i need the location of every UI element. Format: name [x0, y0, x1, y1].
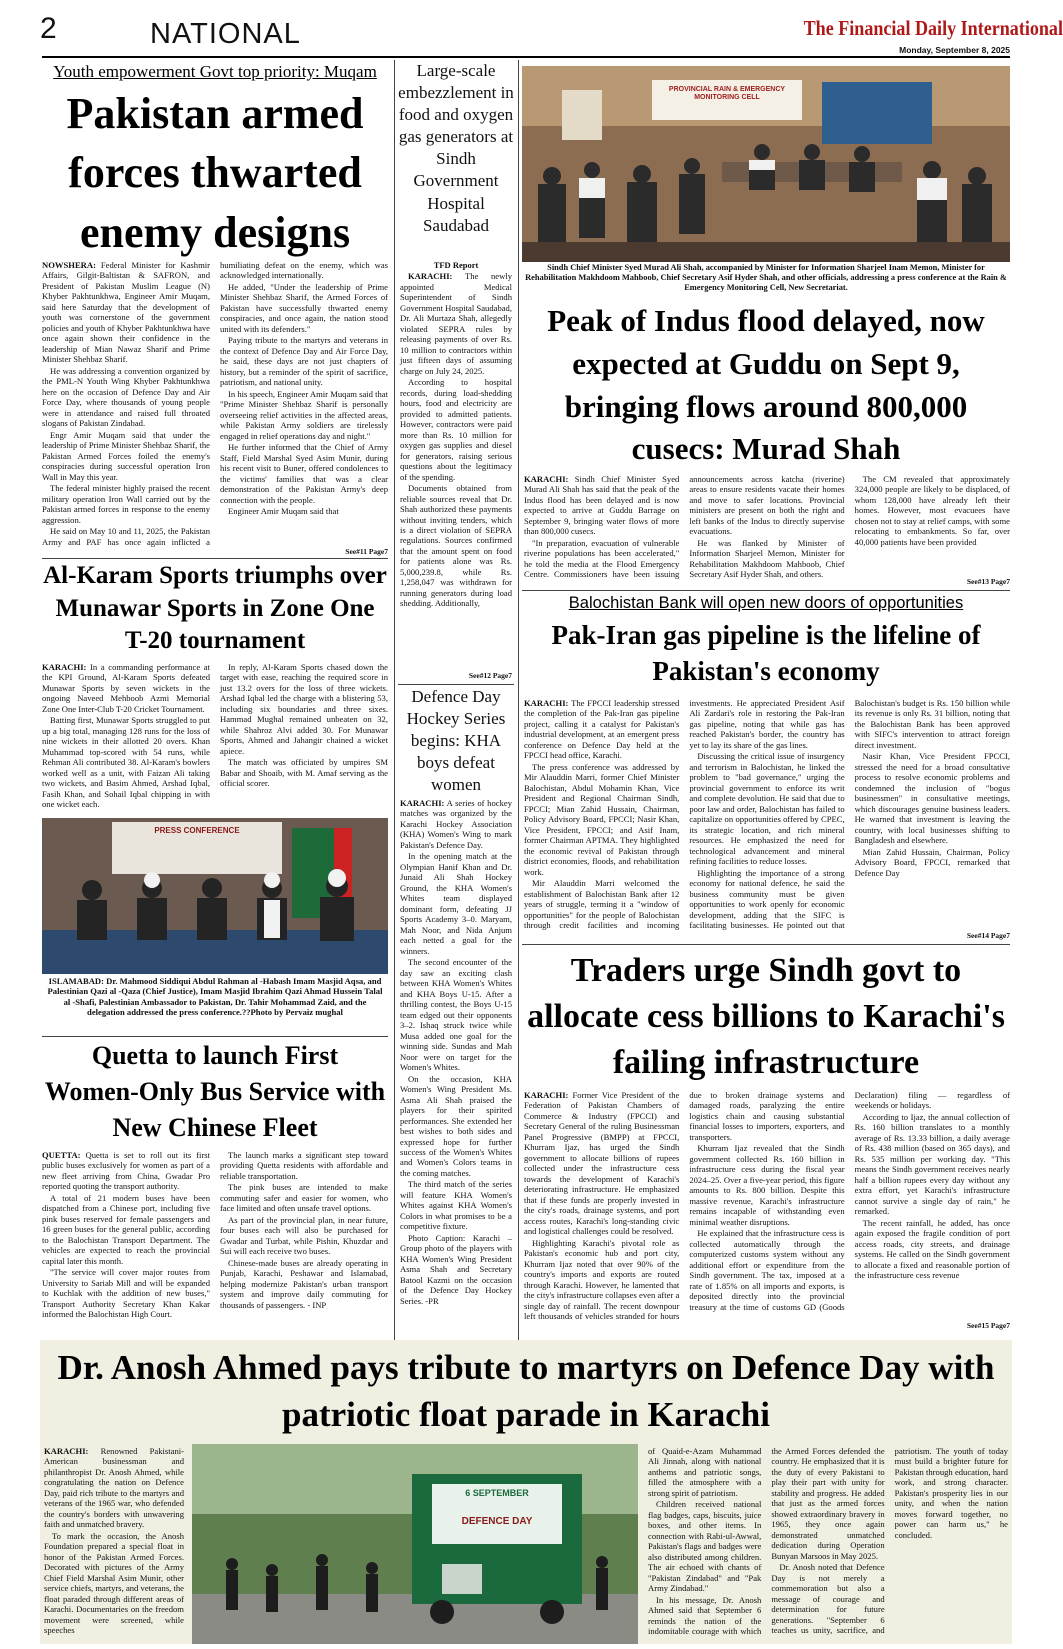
quetta-body: QUETTA: Quetta is set to roll out its first public buses exclusively for women as part of a new fleet arriving from China, Gwadar Pro reported quoting the transport authority. A total of 21 modern buses have been dispatched from a Chinese port, including five pink buses reserved for female passengers and 16 green buses for the general public, according to the Balochistan Transport Department. The vehicles are expected to reach the provincial capital later this month. "The service will cover major routes from University to Sariab Mill and will be expanded to Kuchlak with the addition of new buses," Transport Authority Secretary Khan Kakar informed the Balochistan High Court. The launch marks a significant step toward providing Quetta residents with affordable and reliable transportation. The pink buses are intended to make commuting safer and easier for women, who face limited and often unsafe travel options. As part of the provincial plan, in near future, four buses each will also be purchased for Gwadar and Turbat, while Pishin, Khuzdar and Sui will each receive two buses. Chinese-made buses are already operating in Punjab, Karachi, Peshawar and Islamabad, helping modernize Pakistan's urban transport system and improve daily commuting for thousands of passengers. - INP [42, 1150, 388, 1320]
press-conference-photo [42, 818, 388, 974]
indus-headline: Peak of Indus flood delayed, now expected at Guddu on Sept 9, bringing flows around 800,000 cusecs: Murad Shah [547, 303, 985, 467]
monitoring-cell-photo [522, 66, 1010, 262]
traders-headline: Traders urge Sindh govt to allocate cess billions to Karachi's failing infrastructure [527, 952, 1005, 1082]
balochistan-headline: Pak-Iran gas pipeline is the lifeline of Pakistan's economy [551, 620, 981, 686]
hospital-byline: TFD Report [433, 260, 479, 270]
balochistan-see-more[interactable]: See#14 Page7 [963, 931, 1010, 940]
quetta-headline: Quetta to launch First Women-Only Bus Service with New Chinese Fleet [44, 1041, 386, 1142]
indus-see-more[interactable]: See#13 Page7 [963, 577, 1010, 586]
alkaram-headline: Al-Karam Sports triumphs over Munawar Sports in Zone One T-20 tournament [43, 562, 387, 654]
armed-kicker: Youth empowerment Govt top priority: Muqam [53, 62, 377, 81]
traders-body: KARACHI: Former Vice President of the Federation of Pakistan Chambers of Commerce & Industry (FPCCI) and Secretary General of the ruling Businessman Panel Progressive (BMPP) at FPCCI, Khurram Ijaz, has urged the Sindh government to allocate billions of rupees collected under the infrastructure cess towards the development of Karachi's deteriorating infrastructure. He emphasized that if these funds are properly invested in the city's roads, drainage systems, and port access routes, Karachi's long-standing civic and logistical challenges could be resolved. Highlighting Karachi's pivotal role as Pakistan's economic hub and port city, Khurram Ijaz noted that over 90% of the country's imports and exports are routed through Karachi. However, he lamented that the city's infrastructure collapses even after a single day of rainfall. The recent downpour left thousands of vehicles stranded for hours due to broken drainage systems and damaged roads, paralyzing the entire logistics chain and causing substantial financial losses to importers, exporters, and transporters. Khurram Ijaz revealed that the Sindh government collected Rs. 160 billion in infrastructure cess during the fiscal year 2024–25. Over a five-year period, this figure amounts to Rs. 800 billion. Despite this massive revenue, Karachi's infrastructure remains incapable of withstanding even minimal weather disruptions. He explained that the infrastructure cess is collected automatically through the computerized customs system without any additional effort or expenditure from the Sindh government. The tax, imposed at a rate of 1.85% on all imports and exports, is deposited directly into the provincial treasury at the time of customs GD (Goods Declaration) filing — regardless of weekends or holidays. According to Ijaz, the annual collection of Rs. 160 billion translates to a monthly average of Rs. 13.33 billion, a daily average of Rs. 438 million (based on 365 days), and Rs. 535 million per working day. "This means the Sindh government receives nearly half a billion rupees every day without any extra effort, yet Karachi's infrastructure cannot survive a single day of rain," he remarked. The recent rainfall, he added, has once again exposed the fragile condition of port access roads, city streets, and drainage systems. He called on the Sindh government to allocate a fixed and reasonable portion of the infrastructure cess revenue See#15 Page7 [524, 1090, 1010, 1330]
anosh-body-left: KARACHI: Renowned Pakistani-American businessman and philanthropist Dr. Anosh Ahmed, while congratulating the nation on Defence Day, paid rich tribute to the martyrs and veterans of the 1965 war, who defended the country's borders with unwavering faith and unmatched bravery. To mark the occasion, the Anosh Foundation prepared a special float in honor of the Pakistan Armed Forces. Decorated with pictures of the Army Chief Field Marshal Asim Munir, other service chiefs, martyrs, and veterans, the float paraded through different areas of Karachi. Documentaries on the freedom movement were screened, while speeches [44, 1446, 184, 1636]
armed-body: NOWSHERA: Federal Minister for Kashmir Affairs, Gilgit-Baltistan & SAFRON, and President of Pakistan Muslim League (N) Khyber Pakhtunkhwa, Engineer Amir Muqam, said here Saturday that the development of youth was cornerstone of the government policies and youth of Khyber Pakhtunkhwa have once again shown their confidence in the leadership of Mian Nawaz Sharif and Prime Minister Shehbaz Sharif. He was addressing a convention organized by the PML-N Youth Wing Khyber Pakhtunkhwa here on the occasion of Defence Day and Air Force Day, where thousands of young people were in attendance and raised full throated slogans of Pakistan Zindabad. Engr Amir Muqam said that under the leadership of Prime Minister Shehbaz Sharif, the Pakistan Armed Forces foiled the enemy's conspiracies during successful operation Iron Wall in May this year. The federal minister highly praised the recent military operation Iron Wall carried out by the Pakistan armed forces in response to the enemy aggression. He said on May 10 and 11, 2025, the Pakistan Army and PAF has once again inflicted a humiliating defeat on the enemy, which was acknowledged internationally. He added, "Under the leadership of Prime Minister Shehbaz Sharif, the Armed Forces of Pakistan have successfully thwarted enemy conspiracies, and once again, the nation stood united with its defenders." Paying tribute to the martyrs and veterans in the context of Defence Day and Air Force Day, he said, these days are not just chapters of history, but a reminder of the spirit of sacrifice, patriotism, and national unity. In his speech, Engineer Amir Muqam said that "Prime Minister Shehbaz Sharif is personally overseeing relief activities in the affected areas, while Pakistan Army soldiers are tirelessly engaged in relief operations day and night." He further informed that the Chief of Army Staff, Field Marshal Syed Asim Munir, during his recent visit to Buner, offered condolences to the victims' families that was a clear demonstration of the Pakistan Army's deep connection with the people. Engineer Amir Muqam said that See#11 Page7 [42, 260, 388, 556]
rule-indus [522, 590, 1010, 591]
float-parade-illustration [192, 1444, 638, 1644]
rule-caption-mid [42, 1036, 388, 1037]
float-banner: 6 SEPTEMBER [465, 1488, 529, 1498]
press-conference-banner: PRESS CONFERENCE [154, 826, 240, 835]
rule-balochistan [522, 944, 1010, 945]
masthead-rule [42, 56, 1010, 58]
rule-col1 [394, 60, 395, 1342]
traders-see-more[interactable]: See#15 Page7 [963, 1321, 1010, 1330]
monitoring-cell-banner: PROVINCIAL RAIN & EMERGENCY MONITORING CELL [668, 86, 786, 102]
rule-hospital [398, 684, 514, 685]
issue-date: Monday, September 8, 2025 [899, 45, 1010, 55]
hockey-headline: Defence Day Hockey Series begins: KHA boys defeat women [406, 687, 506, 795]
rule-col2 [518, 60, 519, 1342]
balochistan-body: KARACHI: The FPCCI leadership stressed the completion of the Pak-Iran gas pipeline project, calling it a catalyst for Pakistan's industrial development, at an emergent press conference on Defence Day held at the FPCCI head office, Karachi. The press conference was addressed by Mir Alauddin Marri, former Chief Minister Balochistan, Abdul Mohamin Khan, Vice President and Regional Chairman Sindh, FPCCI; Mian Zahid Hussain, Chairman, Policy Advisory Board, FPCCI; Nasir Khan, Vice President, FPCCI; and Asif Inam, former Chairman APTMA. They highlighted the economic revival of Pakistan through district economies, floods, and rehabilitation work. Mir Alauddin Marri welcomed the establishment of Balochistan Bank after 12 years of struggle, terming it a "window of opportunities" for the people of Balochistan through credit facilities and incoming investments. He appreciated President Asif Ali Zardari's role in restoring the Pak-Iran gas pipeline, noting that while gas has reached Pakistan's border, the country has yet to lay its share of the gas lines. Discussing the critical issue of insurgency and terrorism in Balochistan, he linked the problem to "bad governance," urging the provincial government to enforce its writ and complete devolution. He said that due to poor law and order, Balochistan has failed to capitalize on opportunities offered by CPEC, its strategic location, and rich mineral resources. He emphasized the need for technological advancement and mineral refining facilities to reduce losses. Highlighting the importance of a strong economy for national defence, he said the business community must be given opportunities to work openly for economic development, adding that the SIFC is facilitating businesses. He pointed out that Balochistan's budget is Rs. 150 billion while its revenue is only Rs. 31 billion, noting that the Balochistan Bank has been approved with SIFC's intervention to attract foreign direct investment. Nasir Khan, Vice President FPCCI, stressed the need for a broad consultative process to resolve economic problems and condemned the inclusion of "bogus businessmen" in consultative meetings, which discourages genuine business leaders. He warned that investment is leaving the country, with local businesses shifting to Bangladesh and elsewhere. Mian Zahid Hussain, Chairman, Policy Advisory Board, FPCCI, remarked that Defence Day See#14 Page7 [524, 698, 1010, 940]
anosh-headline: Dr. Anosh Ahmed pays tribute to martyrs on Defence Day with patriotic float parade in Karachi [57, 1348, 995, 1435]
hockey-body: KARACHI: A series of hockey matches was organized by the Karachi Hockey Association (KHA) Women's Wing to mark Pakistan's Defence Day. In the opening match at the Olympian Hanif Khan and Dr. Junaid Ali Shah Hockey Ground, the KHA Women's Whites team displayed dominant form, defeating JJ Sports Academy 3–0. Maryam, Mah Noor, and Nida Anjum each netted a goal for the winners. The second encounter of the day saw an exciting clash between KHA Women's Whites and KHA Boys U-15. After a thrilling contest, the Boys U-15 team edged out their opponents 3–2. Ishaq struck twice while Musa added one goal for the winning side. Sundas and Mah Noor were on target for the Women's Whites. On the occasion, KHA Women's Wing President Ms. Asma Ali Shah praised the players for their spirited performances. She extended her best wishes to both sides and expressed hope for further success of the Women's Whites and Women's Colors teams in the coming matches. The third match of the series will feature KHA Women's Whites against KHA Women's Colors in what promises to be a competitive fixture. Photo Caption: Karachi – Group photo of the players with KHA Women's Wing President Asma Shah and Secretary Batool Kazmi on the occasion of the Defence Day Hockey Series. -PR [400, 798, 512, 1306]
anosh-story-box [40, 1340, 1012, 1644]
armed-see-more[interactable]: See#11 Page7 [341, 547, 388, 556]
hospital-see-more[interactable]: See#12 Page7 [465, 671, 512, 680]
float-sub-banner: DEFENCE DAY [461, 1516, 533, 1527]
alkaram-body: KARACHI: In a commanding performance at the KPI Ground, Al-Karam Sports defeated Munawar Sports by seven wickets in the ongoing Naveed Mehboob Azmi Memorial Zone One Inter-Club T-20 Cricket Tournament. Batting first, Munawar Sports struggled to put up a big total, managing 128 runs for the loss of nine wickets in their allotted 20 overs. Khan Muhammad top-scored with 54 runs, while Rehman Ali contributed 38. Al-Karam's bowlers worked well as a unit, with Faizan Ali taking two wickets, and Basim Ahmed, Arshad Iqbal, Fasih Khan, and Sohail Iqbal chipping in with one wicket each. In reply, Al-Karam Sports chased down the target with ease, reaching the required score in just 13.2 overs for the loss of three wickets. Arshad Iqbal led the charge with a blistering 53, including six boundaries and three sixes. Hammad Mughal remained unbeaten on 32, while Shahroz Alvi added 30. For Munawar Sports, Ahmed and Jahangir chained a wicket apiece. The match was officiated by umpires SM Babar and Shoaib, with M. Amaf serving as the official scorer. [42, 662, 388, 810]
indus-body: KARACHI: Sindh Chief Minister Syed Murad Ali Shah has said that the peak of the Indus flood has been delayed and is now expected to arrive at Guddu Barrage on September 9, bringing water flows of more than 800,000 cusecs. "In preparation, evacuation of vulnerable riverine populations has been accelerated," he told the media at the Flood Emergency Centre. Commissioners have been issuing announcements across katcha (riverine) areas to ensure residents vacate their homes and move to safer locations. Provincial ministers are present on both the right and left banks of the Indus to directly supervise evacuations. He was flanked by Minister of Information Sharjeel Memon, Minister for Rehabilitation Makhdoom Mahboob, Chief Secretary Asif Hyder Shah, and others. The CM revealed that approximately 324,000 people are likely to be displaced, of whom 128,000 have already left their homes. However, most evacuees have chosen not to stay at relief camps, with some relocating to embankments. So far, over 40,000 patients have been provided See#13 Page7 [524, 474, 1010, 586]
armed-headline: Pakistan armed forces thwarted enemy designs [66, 89, 364, 257]
masthead [0, 0, 1063, 60]
paper-name: The Financial Daily International [803, 16, 1063, 40]
hospital-headline: Large-scale embezzlement in food and oxygen gas generators at Sindh Government Hospital Saudabad [398, 61, 514, 235]
section-title: NATIONAL [150, 18, 301, 50]
hospital-body: TFD Report KARACHI: The newly appointed Medical Superintendent of Sindh Government Hospital Saudabad, Dr. Ali Murtaza Shah, allegedly violated SEPRA rules by releasing payments of over Rs. 10 million to contractors within just fifteen days of assuming charge on July 24, 2025. According to hospital records, during load-shedding hours, food and electricity are provided to admitted patients. However, contractors were paid more than Rs. 10 million for oxygen gas supplies and diesel for generators, raising serious questions about the legitimacy of the spending. Documents obtained from reliable sources reveal that Dr. Shah authorized these payments without inviting tenders, which is a direct violation of SEPRA regulations. Sources confirmed that the amount spent on food for patients alone was Rs. 5,000,239.8, while Rs. 1,258,047 was withdrawn for running generators during load shedding. Additionally, See#12 Page7 [400, 260, 513, 680]
press-conference-caption: ISLAMABAD: Dr. Mahmood Siddiqui Abdul Rahman al -Habash Imam Masjid Aqsa, and Palestinian Qazi al -Qaza (Chief Justice), Imam Masjid Ibrahim Qazi Ahmad Hussein Talal al -Shafi, Palestinian Ambassador to Pakistan, Dr. Tahir Mohammad Zaid, and the delegation addressed the press conference.??Photo by Pervaiz mughal [47, 976, 383, 1017]
float-parade-photo [192, 1444, 638, 1644]
balochistan-kicker: Balochistan Bank will open new doors of opportunities [568, 594, 964, 612]
page-number: 2 [40, 12, 57, 45]
rule-armed [42, 558, 388, 559]
monitoring-cell-caption: Sindh Chief Minister Syed Murad Ali Shah, accompanied by Minister for Information Sharjeel Inam Memon, Minister for Rehabilitation Makhdoom Mahboob, Chief Secretary Asif Hyder Shah, and other officials, addressing a press conference at the Rain & Emergency Monitoring Cell, New Secretariat. [525, 263, 1007, 293]
press-conference-illustration [42, 818, 388, 974]
anosh-body-right: of Quaid-e-Azam Muhammad Ali Jinnah, along with national anthems and patriotic songs, filled the atmosphere with a strong spirit of patriotism. Children received national flag badges, caps, biscuits, juice boxes, and other items. In connection with Rabi-ul-Awwal, Pakistan's flags and badges were also distributed among children. The air echoed with chants of "Pakistan Zindabad" and "Pak Army Zindabad." In his message, Dr. Anosh Ahmed said that September 6 reminds the nation of the indomitable courage with which the Armed Forces defended the country. He emphasized that it is the duty of every Pakistani to play their part with unity for stability and progress. He added that just as the armed forces showed extraordinary bravery in 1965, they once again demonstrated unmatched dedication during Operation Bunyan Marsoos in May 2025. Dr. Anosh noted that Defence Day is not merely a commemoration but also a message of courage and determination for future generations. "September 6 teaches us unity, sacrifice, and patriotism. The youth of today must build a brighter future for Pakistan through education, hard work, and strong character. Pakistan's prosperity lies in our unity, and when the nation moves forward together, no power can harm us," he concluded. [648, 1446, 1008, 1637]
